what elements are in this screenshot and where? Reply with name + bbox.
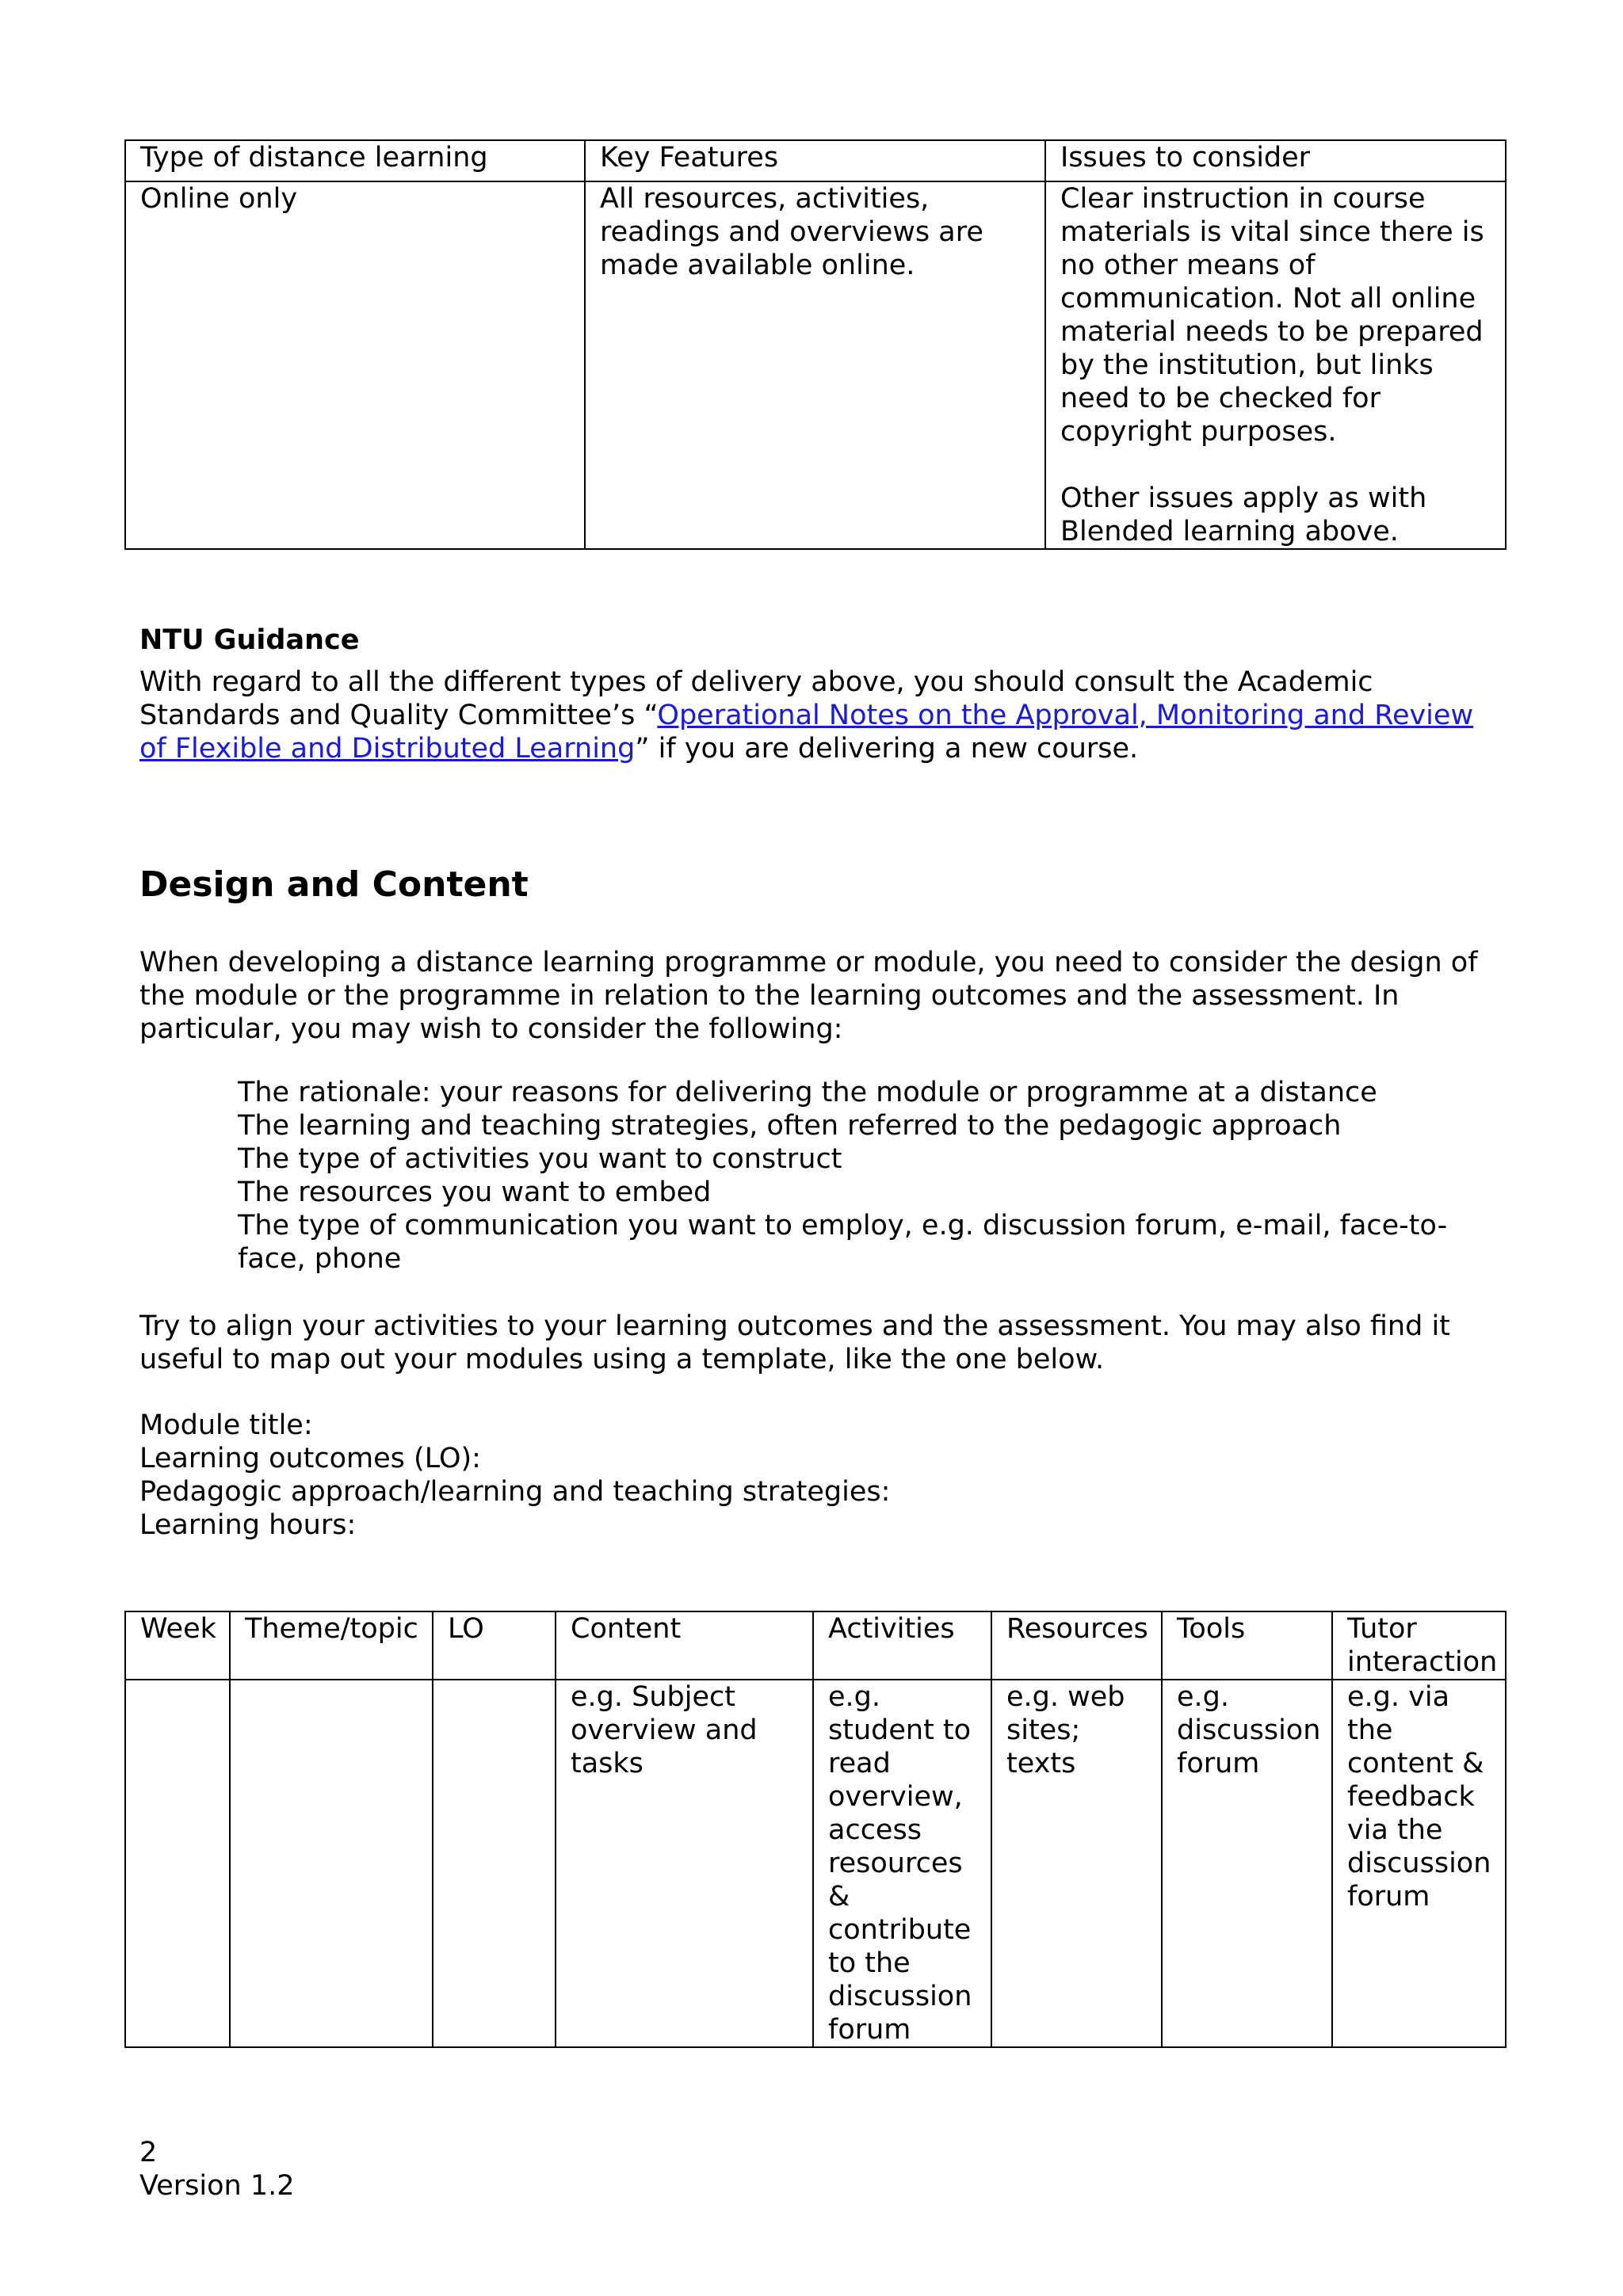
table-header-cell: Issues to consider [1045, 140, 1506, 181]
design-intro-paragraph: When developing a distance learning programme or module, you need to consider the design of the module or the programme in relation to the learning outcomes and the assessment. In particular, you may wish to consider the following: [139, 947, 1478, 1045]
table-cell: Clear instruction in course materials is vital since there is no other means of communication. Not all online material needs to be prepared by the institution, but links need to be checked for copyright purposes. Other issues apply as with Blended learning above. [1045, 181, 1506, 549]
guidance-heading: NTU Guidance [139, 624, 360, 656]
table-header-cell: Tools [1162, 1611, 1332, 1680]
template-field: Learning outcomes (LO): [139, 1443, 481, 1474]
table-header-cell: Key Features [585, 140, 1045, 181]
table-header-cell: Theme/topic [230, 1611, 433, 1680]
template-field: Module title: [139, 1409, 313, 1441]
table-cell [125, 1680, 230, 2047]
table-cell: All resources, activities, readings and overviews are made available online. [585, 181, 1045, 549]
guidance-paragraph [139, 666, 1503, 765]
version-label: Version 1.2 [139, 2170, 295, 2202]
table-cell: e.g. web sites; texts [991, 1680, 1162, 2047]
table-header-cell: Tutor interaction [1332, 1611, 1506, 1680]
guidance-text-after: ” if you are delivering a new course. [635, 733, 1139, 765]
table-row [125, 181, 1506, 549]
delivery-types-table [124, 139, 1507, 550]
table-cell [433, 1680, 556, 2047]
section-heading: Design and Content [139, 864, 529, 905]
table-header-row [125, 1611, 1506, 1680]
guidance-text-before: With regard to all the different types of delivery above, you should consult the Academic Standards and Quality Committee’s “ [139, 666, 1373, 731]
list-item: The type of communication you want to employ, e.g. discussion forum, e-mail, face-to-face, phone [238, 1210, 1448, 1275]
table-cell: e.g. discussion forum [1162, 1680, 1332, 2047]
table-row [125, 1680, 1506, 2047]
list-item: The type of activities you want to construct [238, 1143, 842, 1175]
page-number: 2 [139, 2137, 158, 2168]
table-header-cell: LO [433, 1611, 556, 1680]
list-item: The rationale: your reasons for delivering the module or programme at a distance [238, 1077, 1377, 1108]
table-cell: e.g. student to read overview, access resources & contribute to the discussion forum [813, 1680, 991, 2047]
table-cell: e.g. via the content & feedback via the discussion forum [1332, 1680, 1506, 2047]
module-template-table [124, 1611, 1507, 2048]
template-field: Pedagogic approach/learning and teaching strategies: [139, 1476, 891, 1508]
considerations-list [238, 1076, 1474, 1276]
table-header-cell: Activities [813, 1611, 991, 1680]
operational-notes-link[interactable]: Operational Notes on the Approval, Monitoring and Review of Flexible and Distributed Learning [139, 700, 1474, 765]
table-header-cell: Week [125, 1611, 230, 1680]
template-fields [139, 1409, 1503, 1542]
table-header-cell: Type of distance learning [125, 140, 585, 181]
table-cell: e.g. Subject overview and tasks [556, 1680, 813, 2047]
table-cell: Online only [125, 181, 585, 549]
table-header-cell: Content [556, 1611, 813, 1680]
table-header-row [125, 140, 1506, 181]
list-item: The resources you want to embed [238, 1177, 712, 1208]
align-paragraph: Try to align your activities to your learning outcomes and the assessment. You may also find it useful to map out your modules using a template, like the one below. [139, 1310, 1450, 1375]
template-field: Learning hours: [139, 1509, 357, 1541]
list-item: The learning and teaching strategies, often referred to the pedagogic approach [238, 1110, 1342, 1142]
table-header-cell: Resources [991, 1611, 1162, 1680]
table-cell [230, 1680, 433, 2047]
